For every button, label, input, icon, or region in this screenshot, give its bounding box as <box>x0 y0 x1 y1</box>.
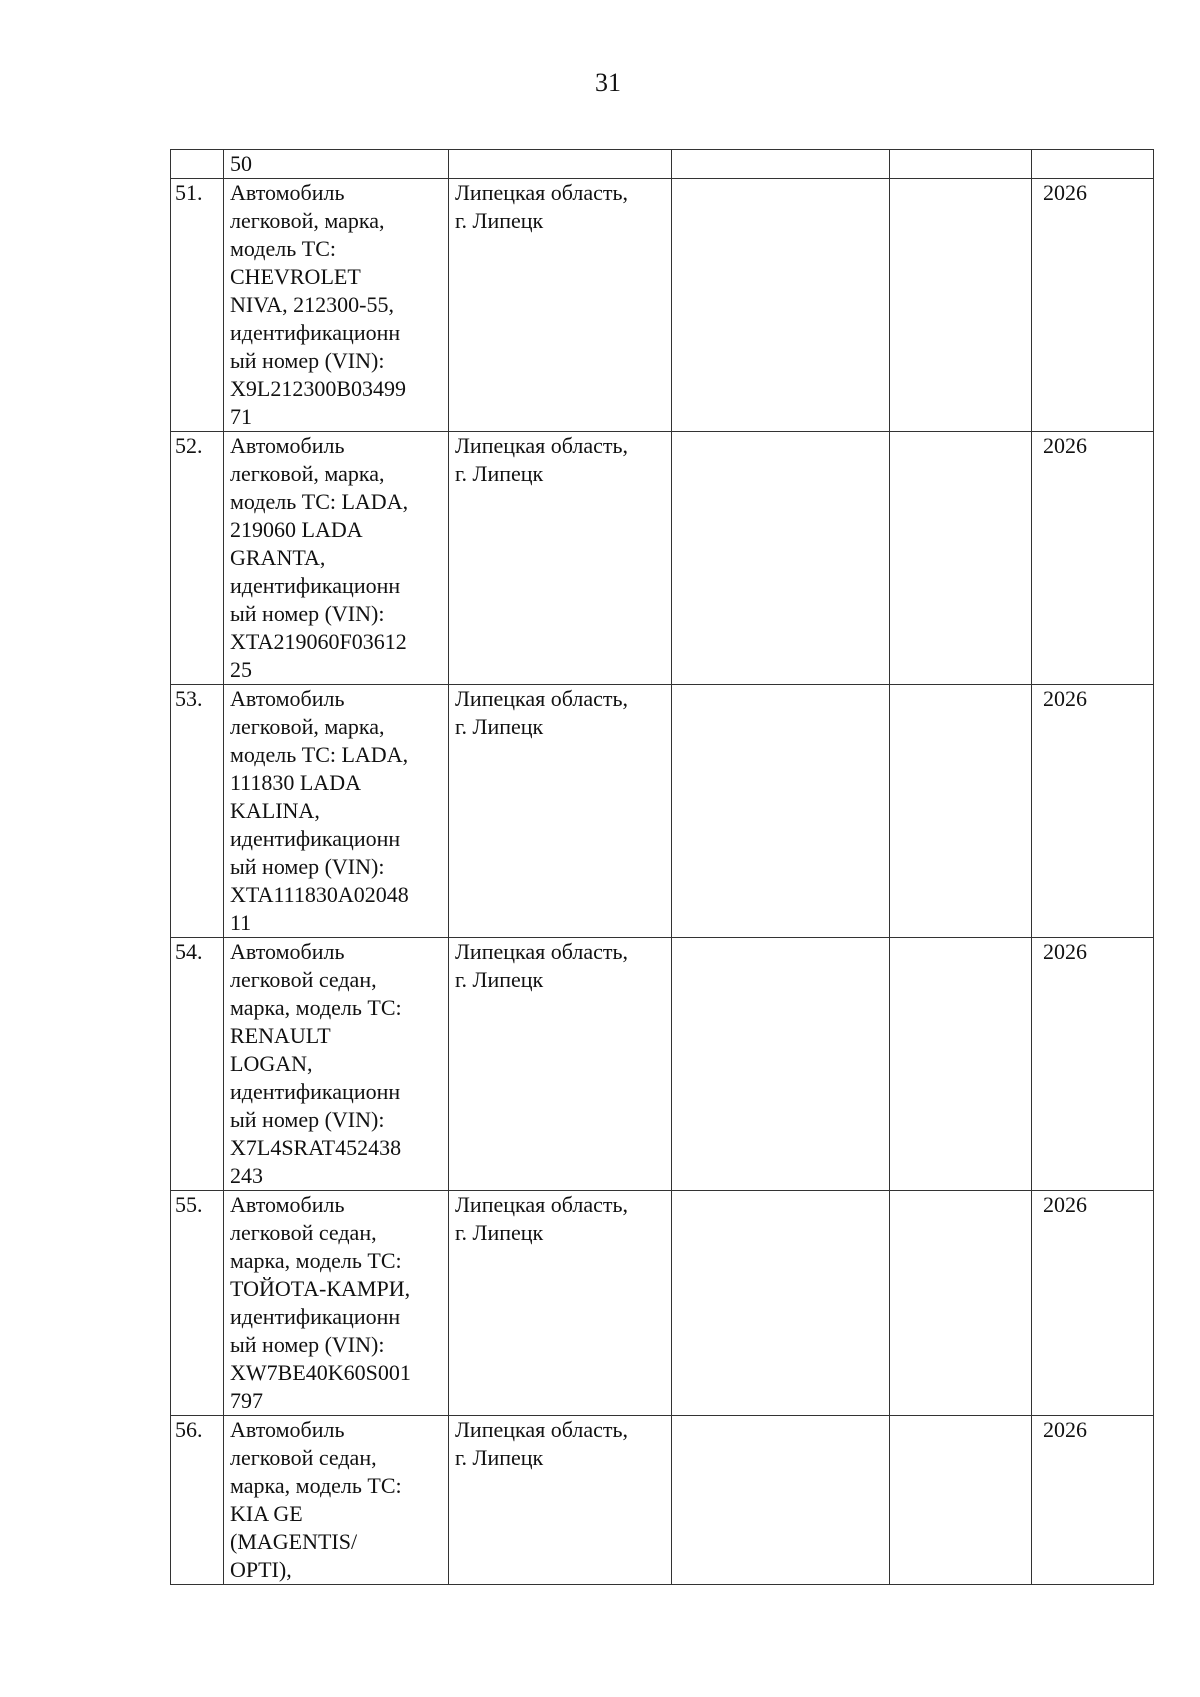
table-row <box>171 938 1154 1191</box>
cell-col5 <box>890 938 1032 1191</box>
description-line: ый номер (VIN): <box>230 854 385 879</box>
cell-description <box>224 1416 449 1585</box>
cell-description <box>224 685 449 938</box>
description-line: RENAULT <box>230 1023 331 1048</box>
cell-description <box>224 938 449 1191</box>
description-line: легковой, марка, <box>230 714 385 739</box>
location-line: г. Липецк <box>455 461 544 486</box>
description-line: идентификационн <box>230 826 401 851</box>
table-row <box>171 1191 1154 1416</box>
location-line: г. Липецк <box>455 1220 544 1245</box>
description-line: 219060 LADA <box>230 517 363 542</box>
cell-description <box>224 150 449 179</box>
cell-year: 2026 <box>1032 1191 1154 1416</box>
location-line: г. Липецк <box>455 714 544 739</box>
cell-description <box>224 432 449 685</box>
description-line: (MAGENTIS/ <box>230 1529 358 1554</box>
location-line: г. Липецк <box>455 967 544 992</box>
page-number: 31 <box>595 68 621 97</box>
location-line: г. Липецк <box>455 1445 544 1470</box>
cell-col4 <box>672 432 890 685</box>
description-line: ый номер (VIN): <box>230 348 385 373</box>
description-line: марка, модель ТС: <box>230 995 402 1020</box>
description-line: легковой седан, <box>230 1445 377 1470</box>
cell-year: 2026 <box>1032 685 1154 938</box>
description-line: Автомобиль <box>230 180 345 205</box>
description-line: идентификационн <box>230 573 401 598</box>
description-line: модель ТС: LADA, <box>230 489 409 514</box>
table-row <box>171 179 1154 432</box>
cell-number: 51. <box>171 179 224 432</box>
description-line: идентификационн <box>230 1079 401 1104</box>
cell-year: 2026 <box>1032 179 1154 432</box>
description-line: модель ТС: <box>230 236 336 261</box>
description-line: 243 <box>230 1163 263 1188</box>
description-line: легковой, марка, <box>230 208 385 233</box>
description-line: легковой седан, <box>230 1220 377 1245</box>
description-line: GRANTA, <box>230 545 326 570</box>
cell-number: 55. <box>171 1191 224 1416</box>
description-line: KALINA, <box>230 798 320 823</box>
description-line: 71 <box>230 404 252 429</box>
description-line: ый номер (VIN): <box>230 1332 385 1357</box>
description-line: ый номер (VIN): <box>230 1107 385 1132</box>
location-line: Липецкая область, <box>455 433 629 458</box>
location-line: Липецкая область, <box>455 1192 629 1217</box>
cell-description <box>224 179 449 432</box>
description-line: Автомобиль <box>230 433 345 458</box>
cell-col4 <box>672 179 890 432</box>
cell-col5 <box>890 1416 1032 1585</box>
description-line: марка, модель ТС: <box>230 1248 402 1273</box>
description-line: XTA219060F03612 <box>230 629 407 654</box>
cell-col4 <box>672 1191 890 1416</box>
description-line: легковой седан, <box>230 967 377 992</box>
description-line: CHEVROLET <box>230 264 361 289</box>
cell-location <box>449 432 672 685</box>
cell-col5 <box>890 1191 1032 1416</box>
description-line: Автомобиль <box>230 1417 345 1442</box>
description-line: Автомобиль <box>230 686 345 711</box>
description-line: идентификационн <box>230 1304 401 1329</box>
cell-year: 2026 <box>1032 432 1154 685</box>
cell-year: 2026 <box>1032 1416 1154 1585</box>
cell-col5 <box>890 150 1032 179</box>
table-row <box>171 1416 1154 1585</box>
cell-col4 <box>672 1416 890 1585</box>
cell-number: 56. <box>171 1416 224 1585</box>
cell-col4 <box>672 938 890 1191</box>
cell-number <box>171 150 224 179</box>
cell-year: 2026 <box>1032 938 1154 1191</box>
cell-number: 52. <box>171 432 224 685</box>
description-line: OPTI), <box>230 1557 292 1582</box>
cell-number: 54. <box>171 938 224 1191</box>
location-line: г. Липецк <box>455 208 544 233</box>
table-row <box>171 432 1154 685</box>
cell-col5 <box>890 685 1032 938</box>
description-line: модель ТС: LADA, <box>230 742 409 767</box>
description-line: идентификационн <box>230 320 401 345</box>
location-line: Липецкая область, <box>455 686 629 711</box>
cell-location <box>449 685 672 938</box>
description-line: 50 <box>230 151 252 176</box>
cell-year <box>1032 150 1154 179</box>
description-line: NIVA, 212300-55, <box>230 292 394 317</box>
cell-col5 <box>890 179 1032 432</box>
description-line: XW7BE40K60S001 <box>230 1360 411 1385</box>
table-row <box>171 685 1154 938</box>
cell-description <box>224 1191 449 1416</box>
description-line: марка, модель ТС: <box>230 1473 402 1498</box>
description-line: X9L212300B03499 <box>230 376 406 401</box>
cell-number: 53. <box>171 685 224 938</box>
cell-location <box>449 179 672 432</box>
description-line: X7L4SRAT452438 <box>230 1135 402 1160</box>
description-line: ый номер (VIN): <box>230 601 385 626</box>
location-line: Липецкая область, <box>455 180 629 205</box>
cell-location <box>449 1191 672 1416</box>
description-line: LOGAN, <box>230 1051 313 1076</box>
cell-col4 <box>672 150 890 179</box>
description-line: 11 <box>230 910 252 935</box>
cell-location <box>449 938 672 1191</box>
cell-location <box>449 150 672 179</box>
description-line: Автомобиль <box>230 1192 345 1217</box>
cell-col5 <box>890 432 1032 685</box>
description-line: Автомобиль <box>230 939 345 964</box>
description-line: 25 <box>230 657 252 682</box>
description-line: XTA111830A02048 <box>230 882 409 907</box>
cell-location <box>449 1416 672 1585</box>
description-line: 111830 LADA <box>230 770 361 795</box>
description-line: KIA GE <box>230 1501 303 1526</box>
description-line: ТОЙОТА-КАМРИ, <box>230 1276 411 1301</box>
cell-col4 <box>672 685 890 938</box>
description-line: 797 <box>230 1388 263 1413</box>
description-line: легковой, марка, <box>230 461 385 486</box>
location-line: Липецкая область, <box>455 1417 629 1442</box>
property-table <box>170 149 1154 1585</box>
location-line: Липецкая область, <box>455 939 629 964</box>
continuation-row <box>171 150 1154 179</box>
